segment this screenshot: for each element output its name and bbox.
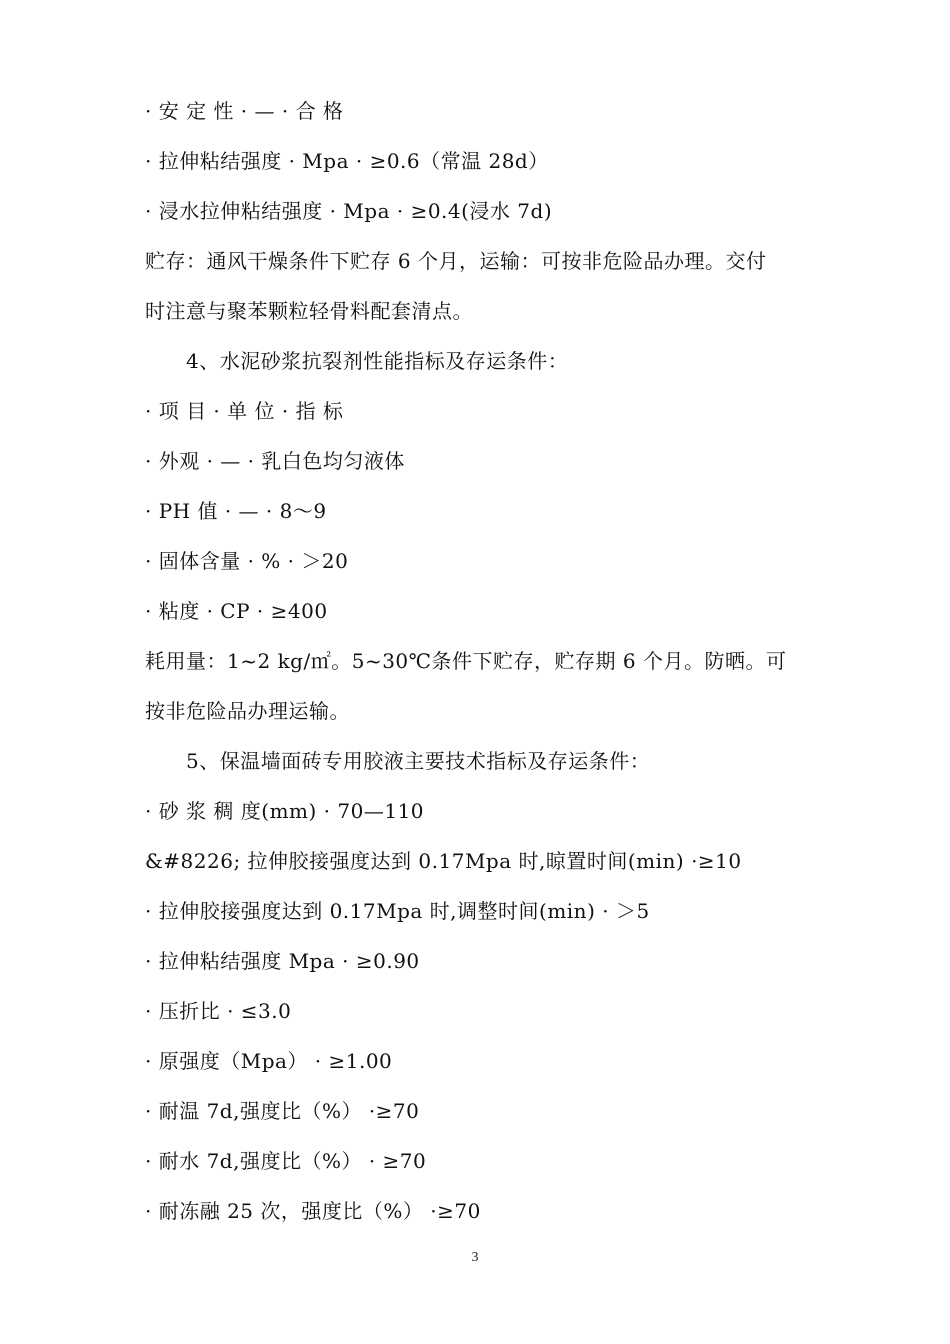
usage-paragraph-line-2: 按非危险品办理运输。 bbox=[145, 699, 350, 723]
storage-paragraph-line-1: 贮存：通风干燥条件下贮存 6 个月，运输：可按非危险品办理。交付 bbox=[145, 249, 767, 273]
spec-row-appearance: · 外观 · — · 乳白色均匀液体 bbox=[145, 449, 405, 473]
section-heading-5: 5、保温墙面砖专用胶液主要技术指标及存运条件： bbox=[186, 749, 651, 773]
spec-row-tensile-bond-strength: · 拉伸粘结强度 · Mpa · ≥0.6（常温 28d） bbox=[145, 149, 549, 173]
spec-row-open-time: &#8226; 拉伸胶接强度达到 0.17Mpa 时,晾置时间(min) ·≥10 bbox=[145, 849, 742, 873]
page-number: 3 bbox=[471, 1250, 479, 1265]
spec-row-freeze-thaw: · 耐冻融 25 次，强度比（%） ·≥70 bbox=[145, 1199, 481, 1223]
section-heading-4: 4、水泥砂浆抗裂剂性能指标及存运条件： bbox=[186, 349, 569, 373]
spec-row-water-immersion-tensile-strength: · 浸水拉伸粘结强度 · Mpa · ≥0.4(浸水 7d) bbox=[145, 199, 553, 223]
spec-row-water-resistance: · 耐水 7d,强度比（%） · ≥70 bbox=[145, 1149, 427, 1173]
spec-row-stability: · 安 定 性 · — · 合 格 bbox=[145, 99, 344, 123]
spec-row-heat-resistance: · 耐温 7d,强度比（%） ·≥70 bbox=[145, 1099, 420, 1123]
spec-row-compression-flexure-ratio: · 压折比 · ≤3.0 bbox=[145, 999, 292, 1023]
spec-row-ph: · PH 值 · — · 8～9 bbox=[145, 499, 327, 523]
spec-table-header: · 项 目 · 单 位 · 指 标 bbox=[145, 399, 344, 423]
spec-row-tensile-bond-strength-mpa: · 拉伸粘结强度 Mpa · ≥0.90 bbox=[145, 949, 420, 973]
storage-paragraph-line-2: 时注意与聚苯颗粒轻骨料配套清点。 bbox=[145, 299, 473, 323]
usage-paragraph-line-1: 耗用量：1~2 kg/㎡。5~30℃条件下贮存，贮存期 6 个月。防晒。可 bbox=[145, 649, 787, 673]
spec-row-mortar-consistency: · 砂 浆 稠 度(mm) · 70—110 bbox=[145, 799, 425, 823]
spec-row-solid-content: · 固体含量 · % · ＞20 bbox=[145, 549, 349, 573]
spec-row-viscosity: · 粘度 · CP · ≥400 bbox=[145, 599, 328, 623]
spec-row-original-strength: · 原强度（Mpa） · ≥1.00 bbox=[145, 1049, 393, 1073]
spec-row-adjustment-time: · 拉伸胶接强度达到 0.17Mpa 时,调整时间(min) · ＞5 bbox=[145, 899, 650, 923]
